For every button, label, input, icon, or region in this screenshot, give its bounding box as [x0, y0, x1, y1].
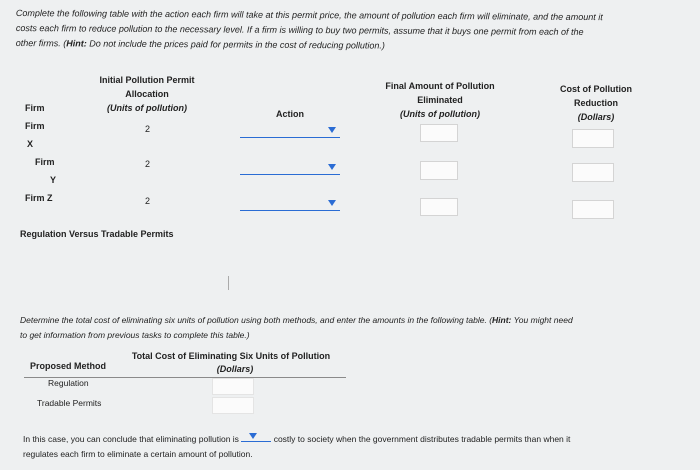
firm-x-allocation: 2 — [145, 124, 151, 134]
chevron-down-icon — [249, 433, 257, 439]
instructions-line-3: other firms. (Hint: Do not include the prices paid for permits in the cost of reducing pollution.) — [15, 37, 385, 51]
conclusion-comparison-dropdown[interactable] — [241, 431, 271, 442]
hint-label: Hint: — [492, 315, 512, 325]
allocation-header: Initial Pollution Permit Allocation (Units of pollution) — [99, 75, 195, 113]
firm-z-label: Firm Z — [25, 193, 53, 203]
tradable-permits-cost-input[interactable] — [212, 397, 254, 414]
final-pollution-header: Final Amount of Pollution Eliminated (Units of pollution) — [385, 81, 495, 119]
cost-header: Cost of Pollution Reduction (Dollars) — [560, 84, 632, 122]
firm-y-label: Firm — [35, 157, 55, 167]
firm-z-action-dropdown[interactable] — [240, 194, 340, 211]
firm-y-allocation: 2 — [145, 159, 151, 169]
regulation-label: Regulation — [48, 378, 89, 388]
tradable-permits-label: Tradable Permits — [37, 398, 102, 408]
total-cost-header: Total Cost of Eliminating Six Units of Pollution — [131, 351, 331, 361]
instructions-line-2: costs each firm to reduce pollution to the necessary level. If a firm is willing to buy two permits, assume that it buys one permit from each of the — [15, 22, 584, 37]
firm-y-letter: Y — [50, 175, 57, 185]
instructions-line-1: Complete the following table with the action each firm will take at this permit price, the amount of pollution each firm will eliminate, and the amount it — [15, 7, 603, 23]
section-title: Regulation Versus Tradable Permits — [20, 229, 174, 239]
firm-header: Firm — [25, 103, 45, 113]
proposed-method-header: Proposed Method — [30, 361, 106, 371]
firm-z-cost-input[interactable] — [572, 200, 614, 219]
firm-z-allocation: 2 — [145, 196, 151, 206]
conclusion-text: In this case, you can conclude that eliminating pollution is costly to society when the government distributes tradable permits than when it regulates each firm to eliminate a certain amount of pollution. — [23, 431, 683, 462]
hint-label: Hint: — [66, 38, 87, 49]
firm-x-action-dropdown[interactable] — [240, 121, 340, 138]
chevron-down-icon — [328, 127, 336, 133]
firm-x-letter: X — [27, 139, 34, 149]
determine-instructions: Determine the total cost of eliminating six units of pollution using both methods, and enter the amounts in the following table. (Hint: You might need to get information from previous tasks to complete this table.) — [20, 315, 573, 340]
instructions — [16, 6, 686, 56]
firm-y-action-dropdown[interactable] — [240, 158, 340, 175]
firm-y-cost-input[interactable] — [572, 163, 614, 182]
firm-x-pollution-input[interactable] — [420, 124, 458, 142]
action-header: Action — [276, 109, 304, 119]
firm-x-cost-input[interactable] — [572, 129, 614, 148]
firm-z-pollution-input[interactable] — [420, 198, 458, 216]
chevron-down-icon — [328, 164, 336, 170]
text-cursor-icon — [228, 276, 237, 290]
firm-x-label: Firm — [25, 121, 45, 131]
regulation-cost-input[interactable] — [212, 378, 254, 395]
total-cost-unit: (Dollars) — [216, 364, 254, 374]
firm-y-pollution-input[interactable] — [420, 161, 458, 180]
chevron-down-icon — [328, 200, 336, 206]
